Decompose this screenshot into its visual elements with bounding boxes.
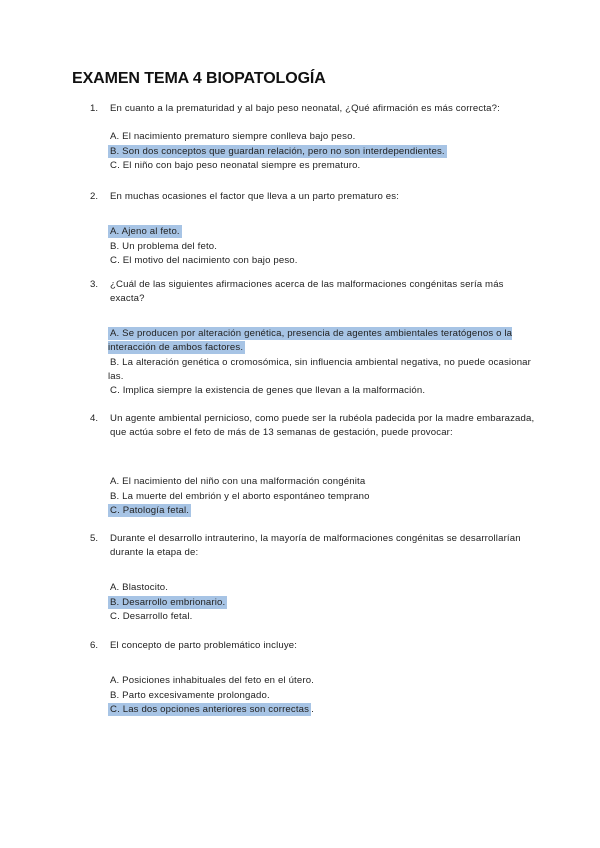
question-number: 1. (90, 103, 99, 114)
question-number: 4. (90, 413, 99, 424)
question-number: 2. (90, 191, 99, 202)
option-a[interactable]: A. El nacimiento del niño con una malformación congénita (110, 476, 366, 487)
option-a[interactable]: A. El nacimiento prematuro siempre conlleva bajo peso. (110, 131, 356, 142)
option-tail: . (311, 704, 314, 715)
question-text: Un agente ambiental pernicioso, como puede ser la rubéola padecida por la madre embarazada, que actúa sobre el feto de más de 13 semanas de gestación, puede provocar: (110, 413, 535, 438)
option-c-highlighted[interactable]: C. Patología fetal. (110, 505, 190, 516)
options-4 (108, 475, 548, 519)
option-c[interactable]: C. Desarrollo fetal. (110, 611, 193, 622)
option-b[interactable]: B. La alteración genética o cromosómica, sin influencia ambiental negativa, no puede ocasionar las. (108, 356, 532, 382)
question-text: En muchas ocasiones el factor que lleva a un parto prematuro es: (110, 191, 400, 202)
options-6 (108, 674, 548, 718)
question-number: 6. (90, 640, 99, 651)
option-b-highlighted[interactable]: B. Desarrollo embrionario. (110, 596, 226, 608)
option-a-highlighted[interactable]: A. Se producen por alteración genética, presencia de agentes ambientales teratógenos o la interacción de ambos factores. (108, 328, 513, 353)
option-b[interactable]: B. La muerte del embrión y el aborto espontáneo temprano (110, 490, 370, 502)
option-c[interactable]: C. El niño con bajo peso neonatal siempre es prematuro. (110, 160, 361, 171)
question-text: En cuanto a la prematuridad y al bajo peso neonatal, ¿Qué afirmación es más correcta?: (110, 103, 500, 114)
page-title: EXAMEN TEMA 4 BIOPATOLOGÍA (72, 70, 326, 87)
options-3 (108, 327, 548, 399)
option-c-highlighted[interactable]: C. Las dos opciones anteriores son correctas . (110, 704, 314, 715)
question-text: El concepto de parto problemático incluye: (110, 640, 298, 651)
option-b-highlighted[interactable]: B. Son dos conceptos que guardan relación, pero no son interdependientes. (110, 145, 445, 157)
option-a-highlighted[interactable]: A. Ajeno al feto. (110, 226, 180, 237)
option-a[interactable]: A. Blastocito. (110, 582, 169, 593)
question-text: Durante el desarrollo intrauterino, la mayoría de malformaciones congénitas se desarrollarían durante la etapa de: (110, 533, 521, 558)
option-a[interactable]: A. Posiciones inhabituales del feto en el útero. (110, 675, 314, 686)
option-c[interactable]: C. El motivo del nacimiento con bajo peso. (110, 255, 298, 266)
options-1 (108, 130, 548, 174)
option-c[interactable]: C. Implica siempre la existencia de genes que llevan a la malformación. (110, 385, 426, 396)
question-number: 5. (90, 533, 99, 544)
option-b[interactable]: B. Parto excesivamente prolongado. (110, 689, 270, 701)
question-number: 3. (90, 279, 99, 290)
option-b[interactable]: B. Un problema del feto. (110, 240, 218, 252)
options-5 (108, 581, 548, 625)
question-text: ¿Cuál de las siguientes afirmaciones acerca de las malformaciones congénitas sería más exacta? (110, 279, 504, 304)
options-2 (108, 225, 548, 269)
